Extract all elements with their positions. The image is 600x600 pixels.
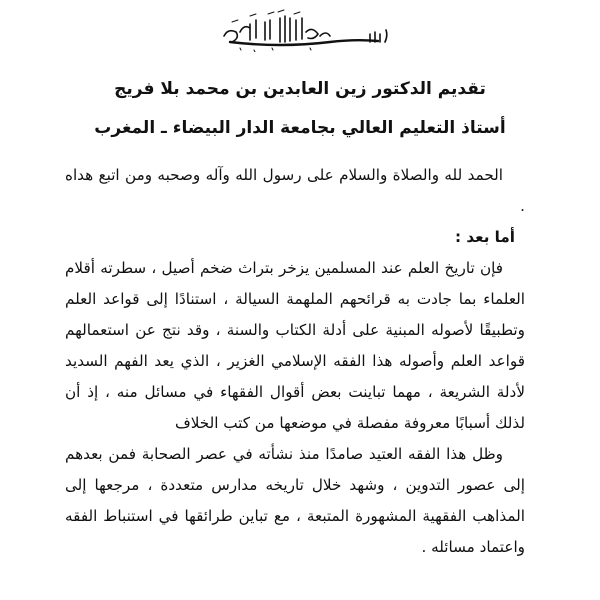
section-heading: أما بعد : <box>454 228 515 246</box>
preface-title: تقديم الدكتور زين العابدين بن محمد بلا فريج <box>114 79 486 99</box>
basmala-calligraphy <box>210 6 395 52</box>
paragraph: وظل هذا الفقه العتيد صامدًا منذ نشأته في عصر الصحابة فمن بعدهم إلى عصور التدوين ، وشهد خلال تاريخه مدارس متعددة ، مرجعها إلى المذاهب الفقهية المشهورة المتبعة ، مع تباين طرائقها في استنباط الفقه واعتماد مسائله . <box>65 445 525 556</box>
opening-paragraph: الحمد لله والصلاة والسلام على رسول الله وآله وصحبه ومن اتبع هداه . <box>65 166 525 215</box>
author-affiliation: أستاذ التعليم العالي بجامعة الدار البيضاء ـ المغرب <box>94 118 506 138</box>
preface-body <box>65 160 525 563</box>
basmala-calligraphy-icon <box>210 6 395 52</box>
paragraph: فإن تاريخ العلم عند المسلمين يزخر بتراث ضخم أصيل ، سطرته أقلام العلماء بما جادت به قرائحهم الملهمة السيالة ، استنادًا إلى قواعد العلم وتطبيقًا لأصوله المبنية على أدلة الكتاب والسنة ، وقد نتج عن استعمالهم قواعد العلم وأصوله هذا الفقه الإسلامي الغزير ، الذي يعد الفهم السديد لأدلة الشريعة ، مهما تباينت بعض أقوال الفقهاء في مسائل منه ، إذ أن لذلك أسبابًا معروفة مفصلة في موضعها من كتب الخلاف <box>65 259 525 432</box>
